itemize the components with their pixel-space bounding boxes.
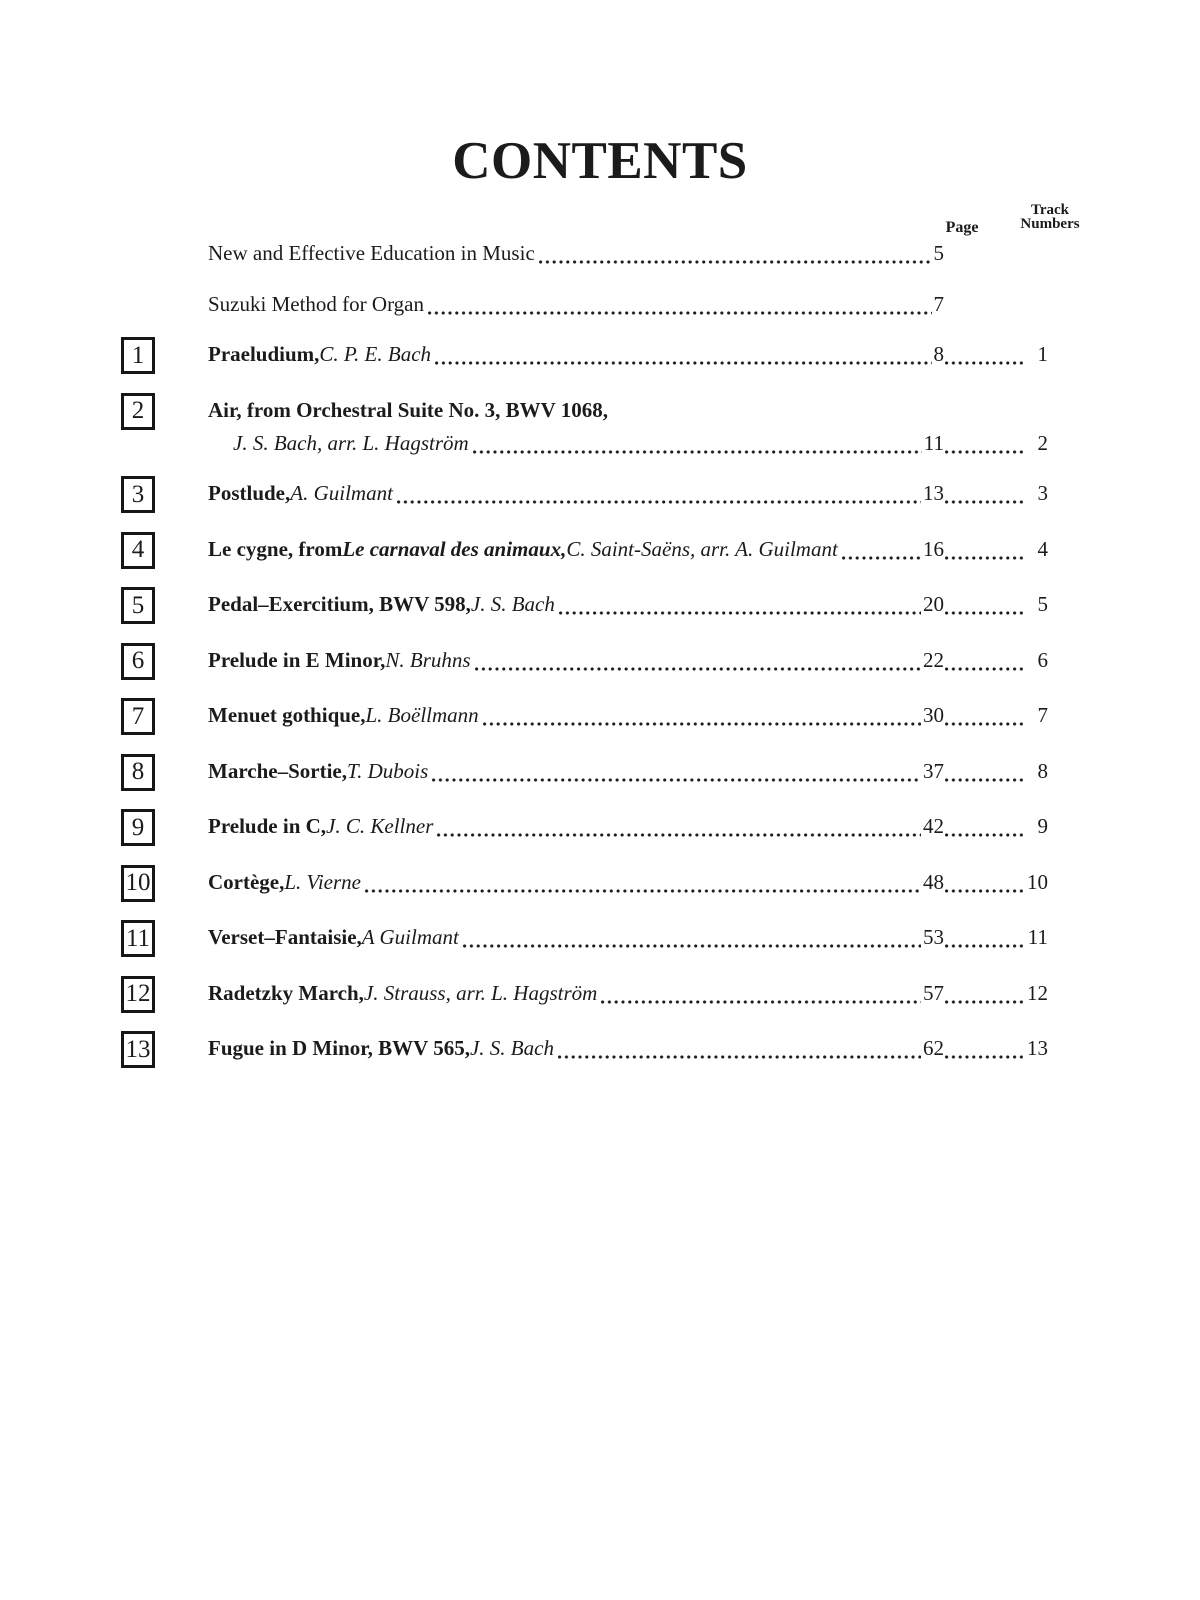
- page-number: 20: [923, 592, 944, 616]
- track-box-column: [121, 340, 208, 374]
- entry-text-segment: J. S. Bach: [470, 592, 555, 616]
- track-number: 10: [1027, 869, 1048, 894]
- entry-text-segment: J. S. Bach: [469, 1036, 554, 1060]
- track-number: 13: [1027, 1036, 1048, 1060]
- entry-text-segment: C. Saint-Saëns, arr. A. Guilmant: [566, 536, 838, 561]
- track-number: 12: [1027, 980, 1048, 1005]
- entry-line: [208, 868, 1048, 897]
- page-number: 42: [923, 814, 944, 838]
- entry-text-segment: Suzuki Method for Organ: [208, 291, 424, 316]
- entry-text-segment: N. Bruhns: [385, 647, 471, 672]
- track-number: 6: [1037, 647, 1048, 672]
- toc-entry: [121, 396, 1048, 458]
- track-number-box: [121, 809, 155, 846]
- track-box-column: [121, 812, 208, 846]
- entry-line: [208, 646, 1048, 675]
- track-number-box-label: 4: [131, 536, 145, 563]
- toc-entry: [121, 340, 1048, 374]
- dot-leader: [945, 778, 1023, 782]
- entry-text-segment: Praeludium,: [208, 342, 320, 366]
- entry-line: [208, 290, 1048, 319]
- page-title: CONTENTS: [452, 132, 748, 190]
- page-number: 11: [923, 430, 944, 455]
- track-number-box: [121, 643, 155, 680]
- track-number-box: [121, 587, 155, 624]
- track-number: 4: [1037, 536, 1048, 561]
- dot-leader: [428, 311, 932, 315]
- track-box-column: [121, 923, 208, 957]
- entry-text-segment: T. Dubois: [346, 758, 429, 783]
- track-number: 11: [1027, 925, 1048, 949]
- track-number: 1: [1037, 342, 1048, 366]
- page-number: 7: [933, 291, 944, 316]
- track-box-column: [121, 590, 208, 624]
- track-header-line1: Track: [1030, 202, 1070, 218]
- entry-text-segment: Menuet gothique,: [208, 703, 366, 727]
- entry-text-segment: Air, from Orchestral Suite No. 3, BWV 1068,: [208, 397, 608, 422]
- entry-line: [208, 1034, 1048, 1063]
- page-column-header: Page: [945, 219, 979, 236]
- page-number: 53: [923, 925, 944, 949]
- dot-leader: [945, 500, 1023, 504]
- track-number: 7: [1037, 703, 1048, 727]
- track-number-box: [121, 1031, 155, 1068]
- dot-leader: [842, 556, 921, 560]
- entry-text-segment: Prelude in C,: [208, 814, 327, 838]
- track-number: 5: [1037, 592, 1048, 616]
- dot-leader: [945, 833, 1023, 837]
- toc-entry: [121, 979, 1048, 1013]
- entry-content: [208, 340, 1048, 374]
- track-box-column: [121, 646, 208, 680]
- track-number: 9: [1037, 814, 1048, 838]
- dot-leader: [945, 1055, 1023, 1059]
- dot-leader: [473, 450, 922, 454]
- entry-content: [208, 979, 1048, 1013]
- entry-text-segment: Le carnaval des animaux,: [342, 536, 567, 561]
- page-number: 37: [923, 758, 944, 783]
- track-number-box: [121, 754, 155, 791]
- page-number: 5: [933, 241, 944, 265]
- track-number-box-label: 8: [131, 758, 145, 785]
- track-number-box: [121, 337, 155, 374]
- page-number: 16: [923, 536, 944, 561]
- entry-line: [208, 757, 1048, 786]
- entry-text-segment: C. P. E. Bach: [319, 342, 432, 366]
- entry-text-segment: A Guilmant: [361, 925, 459, 949]
- track-number-box: [121, 976, 155, 1013]
- entry-text-segment: Verset–Fantaisie,: [208, 925, 362, 949]
- toc-entry: [121, 239, 1048, 268]
- entry-text-segment: New and Effective Education in Music: [208, 241, 535, 265]
- entry-content: [208, 479, 1048, 513]
- entry-text-segment: Radetzky March,: [208, 980, 364, 1005]
- track-box-column: [121, 396, 208, 458]
- dot-leader: [365, 889, 921, 893]
- track-box-column: [121, 1034, 208, 1068]
- toc-entry: [121, 590, 1048, 624]
- dot-leader: [559, 611, 921, 615]
- dot-leader: [945, 556, 1023, 560]
- toc-entry: [121, 646, 1048, 680]
- entry-line: [208, 979, 1048, 1008]
- track-number-box-label: 7: [131, 702, 145, 730]
- entry-text-segment: J. S. Bach, arr. L. Hagström: [233, 430, 469, 455]
- entry-text-segment: Prelude in E Minor,: [208, 647, 386, 672]
- entry-text-segment: J. C. Kellner: [326, 814, 434, 838]
- dot-leader: [945, 361, 1023, 365]
- dot-leader: [463, 944, 921, 948]
- entry-text-segment: L. Boëllmann: [365, 703, 479, 727]
- entry-line: [208, 535, 1048, 564]
- dot-leader: [432, 778, 921, 782]
- entry-content: [208, 812, 1048, 846]
- entry-content: [208, 535, 1048, 569]
- track-box-column: [121, 535, 208, 569]
- track-number-box-label: 6: [131, 647, 145, 674]
- dot-leader: [437, 833, 921, 837]
- track-number-box-label: 11: [125, 924, 151, 952]
- entry-line: [208, 590, 1048, 619]
- toc-entry: [121, 1034, 1048, 1068]
- dot-leader: [539, 260, 932, 264]
- track-number: 8: [1037, 758, 1048, 783]
- track-number-box: [121, 920, 155, 957]
- track-number-box: [121, 476, 155, 513]
- entry-line: [208, 812, 1048, 841]
- dot-leader: [483, 722, 921, 726]
- track-box-column: [121, 979, 208, 1013]
- page-number: 30: [923, 703, 944, 727]
- page-number: 48: [923, 869, 944, 894]
- track-number: 2: [1037, 430, 1048, 455]
- track-number-box: [121, 865, 155, 902]
- track-number-box-label: 5: [131, 591, 145, 619]
- dot-leader: [945, 889, 1023, 893]
- dot-leader: [601, 1000, 921, 1004]
- toc-entry: [121, 757, 1048, 791]
- page-number: 62: [923, 1036, 944, 1060]
- track-header-line2: Numbers: [1020, 216, 1080, 232]
- entry-content: [208, 590, 1048, 624]
- entry-text-segment: L. Vierne: [284, 869, 361, 894]
- dot-leader: [945, 722, 1023, 726]
- dot-leader: [945, 667, 1023, 671]
- page-number: 57: [923, 980, 944, 1005]
- entry-content: [208, 396, 1048, 458]
- toc-entry: [121, 535, 1048, 569]
- entry-content: [208, 239, 1048, 268]
- entry-text-segment: Fugue in D Minor, BWV 565,: [208, 1036, 470, 1060]
- entry-content: [208, 923, 1048, 957]
- track-number-box: [121, 393, 155, 430]
- entry-line: [208, 479, 1048, 508]
- track-number-box-label: 1: [131, 341, 145, 369]
- track-number: 3: [1037, 481, 1048, 505]
- entry-text-segment: Postlude,: [208, 481, 291, 505]
- entry-line: [208, 923, 1048, 952]
- track-box-column: [121, 479, 208, 513]
- dot-leader: [475, 667, 921, 671]
- track-box-column: [121, 701, 208, 735]
- toc-entry: [121, 290, 1048, 319]
- track-number-box-label: 2: [131, 397, 145, 424]
- toc-entry: [121, 812, 1048, 846]
- entry-content: [208, 646, 1048, 680]
- page-number: 13: [923, 481, 944, 505]
- toc-entry: [121, 923, 1048, 957]
- dot-leader: [397, 500, 921, 504]
- entry-line: [208, 239, 1048, 268]
- track-number-box-label: 3: [131, 480, 145, 508]
- entry-line: [233, 429, 1048, 458]
- track-number-box: [121, 532, 155, 569]
- toc-entry: [121, 479, 1048, 513]
- track-number-box-label: 10: [125, 869, 151, 896]
- dot-leader: [558, 1055, 921, 1059]
- track-box-column: [121, 868, 208, 902]
- dot-leader: [435, 361, 931, 365]
- entry-content: [208, 868, 1048, 902]
- track-number-box-label: 12: [125, 980, 151, 1007]
- entry-text-segment: Cortège,: [208, 869, 285, 894]
- entry-line: [208, 340, 1048, 369]
- track-box-column: [121, 290, 208, 319]
- dot-leader: [945, 611, 1023, 615]
- track-box-column: [121, 757, 208, 791]
- toc-entry: [121, 868, 1048, 902]
- entry-content: [208, 290, 1048, 319]
- track-box-column: [121, 239, 208, 268]
- entry-content: [208, 701, 1048, 735]
- entry-text-segment: Le cygne, from: [208, 536, 343, 561]
- entry-content: [208, 757, 1048, 791]
- toc-entry: [121, 701, 1048, 735]
- entry-line: [208, 701, 1048, 730]
- track-numbers-column-header: [995, 203, 1105, 231]
- entry-text-segment: J. Strauss, arr. L. Hagström: [363, 980, 598, 1005]
- entry-line: [208, 396, 1048, 425]
- page-number: 22: [923, 647, 944, 672]
- entry-text-segment: Marche–Sortie,: [208, 758, 347, 783]
- dot-leader: [945, 1000, 1023, 1004]
- entry-text-segment: A. Guilmant: [290, 481, 393, 505]
- track-number-box-label: 9: [131, 813, 145, 841]
- page-number: 8: [933, 342, 944, 366]
- toc-list: [121, 239, 1048, 1090]
- entry-text-segment: Pedal–Exercitium, BWV 598,: [208, 592, 471, 616]
- entry-content: [208, 1034, 1048, 1068]
- dot-leader: [945, 450, 1023, 454]
- dot-leader: [945, 944, 1023, 948]
- track-number-box: [121, 698, 155, 735]
- track-number-box-label: 13: [125, 1035, 151, 1063]
